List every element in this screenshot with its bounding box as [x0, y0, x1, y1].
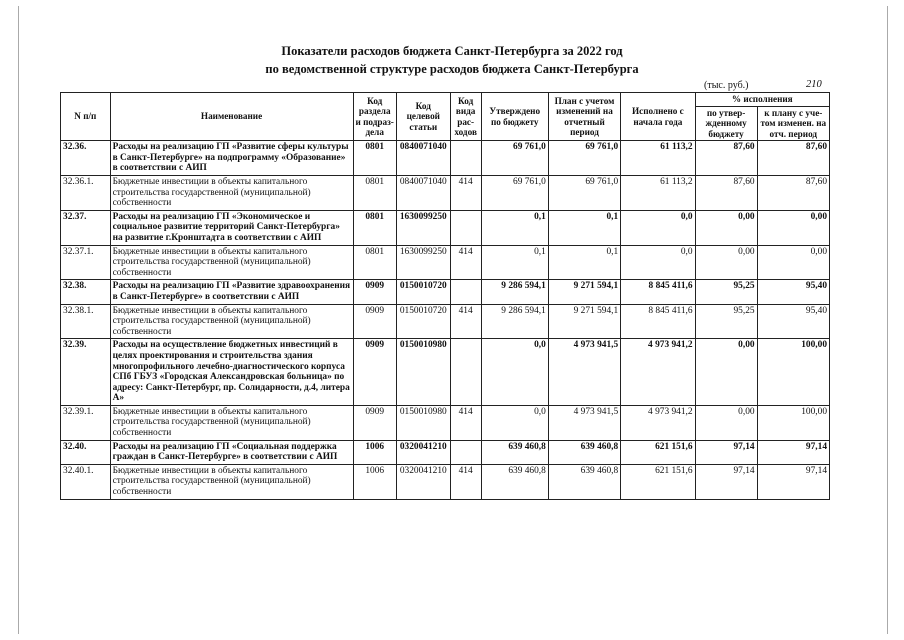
header-type-code: Код вида рас-ходов — [450, 93, 481, 141]
cell-plan: 639 460,8 — [548, 440, 620, 464]
cell-target: 0150010980 — [396, 339, 450, 406]
header-name: Наименование — [110, 93, 353, 141]
cell-target: 0840071040 — [396, 176, 450, 211]
cell-name: Бюджетные инвестиции в объекты капитального строительства государственной (муниципальной) собственности — [110, 304, 353, 339]
cell-plan: 9 271 594,1 — [548, 304, 620, 339]
table-row — [61, 176, 830, 211]
cell-target: 1630099250 — [396, 210, 450, 245]
cell-num: 32.40. — [61, 440, 111, 464]
cell-section: 0801 — [353, 210, 396, 245]
cell-executed: 0,0 — [621, 210, 695, 245]
cell-type — [450, 210, 481, 245]
cell-type: 414 — [450, 405, 481, 440]
cell-section: 0801 — [353, 245, 396, 280]
cell-target: 0150010720 — [396, 304, 450, 339]
cell-type — [450, 280, 481, 304]
cell-pct-approved: 87,60 — [695, 176, 757, 211]
cell-plan: 639 460,8 — [548, 464, 620, 499]
cell-pct-approved: 0,00 — [695, 405, 757, 440]
cell-plan: 4 973 941,5 — [548, 405, 620, 440]
cell-name: Бюджетные инвестиции в объекты капитального строительства государственной (муниципальной) собственности — [110, 464, 353, 499]
cell-target: 0320041210 — [396, 464, 450, 499]
cell-target: 0150010720 — [396, 280, 450, 304]
cell-plan: 0,1 — [548, 210, 620, 245]
cell-section: 1006 — [353, 464, 396, 499]
cell-num: 32.38. — [61, 280, 111, 304]
cell-approved: 9 286 594,1 — [481, 280, 548, 304]
cell-type — [450, 440, 481, 464]
cell-pct-plan: 97,14 — [757, 440, 829, 464]
table-row — [61, 245, 830, 280]
table-row — [61, 280, 830, 304]
cell-executed: 0,0 — [621, 245, 695, 280]
cell-plan: 4 973 941,5 — [548, 339, 620, 406]
cell-pct-plan: 87,60 — [757, 141, 829, 176]
cell-num: 32.39.1. — [61, 405, 111, 440]
header-pct-plan: к плану с уче-том изменен. на отч. период — [757, 107, 829, 141]
cell-plan: 0,1 — [548, 245, 620, 280]
cell-pct-approved: 87,60 — [695, 141, 757, 176]
header-executed: Исполнено с начала года — [621, 93, 695, 141]
header-approved: Утверждено по бюджету — [481, 93, 548, 141]
header-pct-approved: по утвер-жденному бюджету — [695, 107, 757, 141]
cell-section: 0909 — [353, 280, 396, 304]
cell-num: 32.37.1. — [61, 245, 111, 280]
cell-approved: 0,1 — [481, 245, 548, 280]
header-plan: План с учетом изменений на отчетный период — [548, 93, 620, 141]
cell-name: Расходы на реализацию ГП «Развитие сферы культуры в Санкт-Петербурге» на подпрограмму «Образование» в соответствии с АИП — [110, 141, 353, 176]
cell-type: 414 — [450, 176, 481, 211]
cell-plan: 69 761,0 — [548, 176, 620, 211]
cell-executed: 61 113,2 — [621, 141, 695, 176]
header-pct-group: % исполнения — [695, 93, 829, 107]
cell-pct-approved: 97,14 — [695, 464, 757, 499]
cell-num: 32.36.1. — [61, 176, 111, 211]
report-title: Показатели расходов бюджета Санкт-Петербурга за 2022 год — [281, 44, 623, 58]
cell-num: 32.36. — [61, 141, 111, 176]
cell-type: 414 — [450, 464, 481, 499]
table-row — [61, 210, 830, 245]
header-num: N п/п — [61, 93, 111, 141]
cell-approved: 9 286 594,1 — [481, 304, 548, 339]
table-row — [61, 405, 830, 440]
cell-approved: 639 460,8 — [481, 440, 548, 464]
table-row — [61, 464, 830, 499]
cell-type — [450, 141, 481, 176]
cell-section: 0909 — [353, 405, 396, 440]
cell-section: 0909 — [353, 339, 396, 406]
cell-pct-approved: 0,00 — [695, 339, 757, 406]
cell-name: Расходы на реализацию ГП «Развитие здравоохранения в Санкт-Петербурге» в соответствии с АИП — [110, 280, 353, 304]
cell-plan: 69 761,0 — [548, 141, 620, 176]
cell-pct-plan: 97,14 — [757, 464, 829, 499]
cell-pct-approved: 0,00 — [695, 245, 757, 280]
cell-executed: 4 973 941,2 — [621, 339, 695, 406]
cell-name: Расходы на реализацию ГП «Экономическое и социальное развитие территорий Санкт-Петербурга» на развитие г.Кронштадта в соответствии с АИП — [110, 210, 353, 245]
cell-section: 0909 — [353, 304, 396, 339]
cell-num: 32.37. — [61, 210, 111, 245]
table-row — [61, 440, 830, 464]
cell-type: 414 — [450, 304, 481, 339]
cell-name: Бюджетные инвестиции в объекты капитального строительства государственной (муниципальной) собственности — [110, 176, 353, 211]
cell-plan: 9 271 594,1 — [548, 280, 620, 304]
cell-pct-approved: 95,25 — [695, 304, 757, 339]
cell-executed: 621 151,6 — [621, 440, 695, 464]
table-row — [61, 339, 830, 406]
cell-type — [450, 339, 481, 406]
cell-pct-approved: 97,14 — [695, 440, 757, 464]
cell-section: 0801 — [353, 176, 396, 211]
cell-executed: 8 845 411,6 — [621, 280, 695, 304]
cell-target: 0320041210 — [396, 440, 450, 464]
cell-name: Расходы на осуществление бюджетных инвестиций в целях проектирования и строительства здания многопрофильного лечебно-диагностического корпуса СПб ГБУЗ «Городская Александровская больница» по адресу: Санкт-Петербург, пр. Солидарности, д.4, литера А» — [110, 339, 353, 406]
cell-type: 414 — [450, 245, 481, 280]
cell-target: 0150010980 — [396, 405, 450, 440]
table-row — [61, 304, 830, 339]
units-label: (тыс. руб.) — [704, 80, 749, 91]
cell-target: 0840071040 — [396, 141, 450, 176]
cell-executed: 61 113,2 — [621, 176, 695, 211]
cell-approved: 639 460,8 — [481, 464, 548, 499]
cell-pct-plan: 100,00 — [757, 405, 829, 440]
header-target-code: Код целевой статьи — [396, 93, 450, 141]
cell-pct-approved: 95,25 — [695, 280, 757, 304]
report-subtitle: по ведомственной структуре расходов бюджета Санкт-Петербурга — [265, 62, 639, 76]
cell-num: 32.40.1. — [61, 464, 111, 499]
cell-pct-plan: 87,60 — [757, 176, 829, 211]
cell-num: 32.38.1. — [61, 304, 111, 339]
cell-executed: 4 973 941,2 — [621, 405, 695, 440]
header-section-code: Код раздела и подраз-дела — [353, 93, 396, 141]
cell-pct-plan: 95,40 — [757, 304, 829, 339]
cell-pct-plan: 95,40 — [757, 280, 829, 304]
cell-pct-plan: 0,00 — [757, 245, 829, 280]
cell-approved: 0,1 — [481, 210, 548, 245]
cell-name: Бюджетные инвестиции в объекты капитального строительства государственной (муниципальной) собственности — [110, 405, 353, 440]
cell-approved: 69 761,0 — [481, 176, 548, 211]
cell-name: Расходы на реализацию ГП «Социальная поддержка граждан в Санкт-Петербурге» в соответствии с АИП — [110, 440, 353, 464]
cell-pct-approved: 0,00 — [695, 210, 757, 245]
cell-pct-plan: 0,00 — [757, 210, 829, 245]
cell-executed: 621 151,6 — [621, 464, 695, 499]
page-number: 210 — [806, 79, 822, 90]
budget-table — [60, 92, 830, 500]
cell-pct-plan: 100,00 — [757, 339, 829, 406]
cell-section: 1006 — [353, 440, 396, 464]
cell-num: 32.39. — [61, 339, 111, 406]
cell-section: 0801 — [353, 141, 396, 176]
cell-target: 1630099250 — [396, 245, 450, 280]
cell-approved: 0,0 — [481, 405, 548, 440]
cell-name: Бюджетные инвестиции в объекты капитального строительства государственной (муниципальной) собственности — [110, 245, 353, 280]
table-row — [61, 141, 830, 176]
cell-approved: 0,0 — [481, 339, 548, 406]
cell-approved: 69 761,0 — [481, 141, 548, 176]
cell-executed: 8 845 411,6 — [621, 304, 695, 339]
